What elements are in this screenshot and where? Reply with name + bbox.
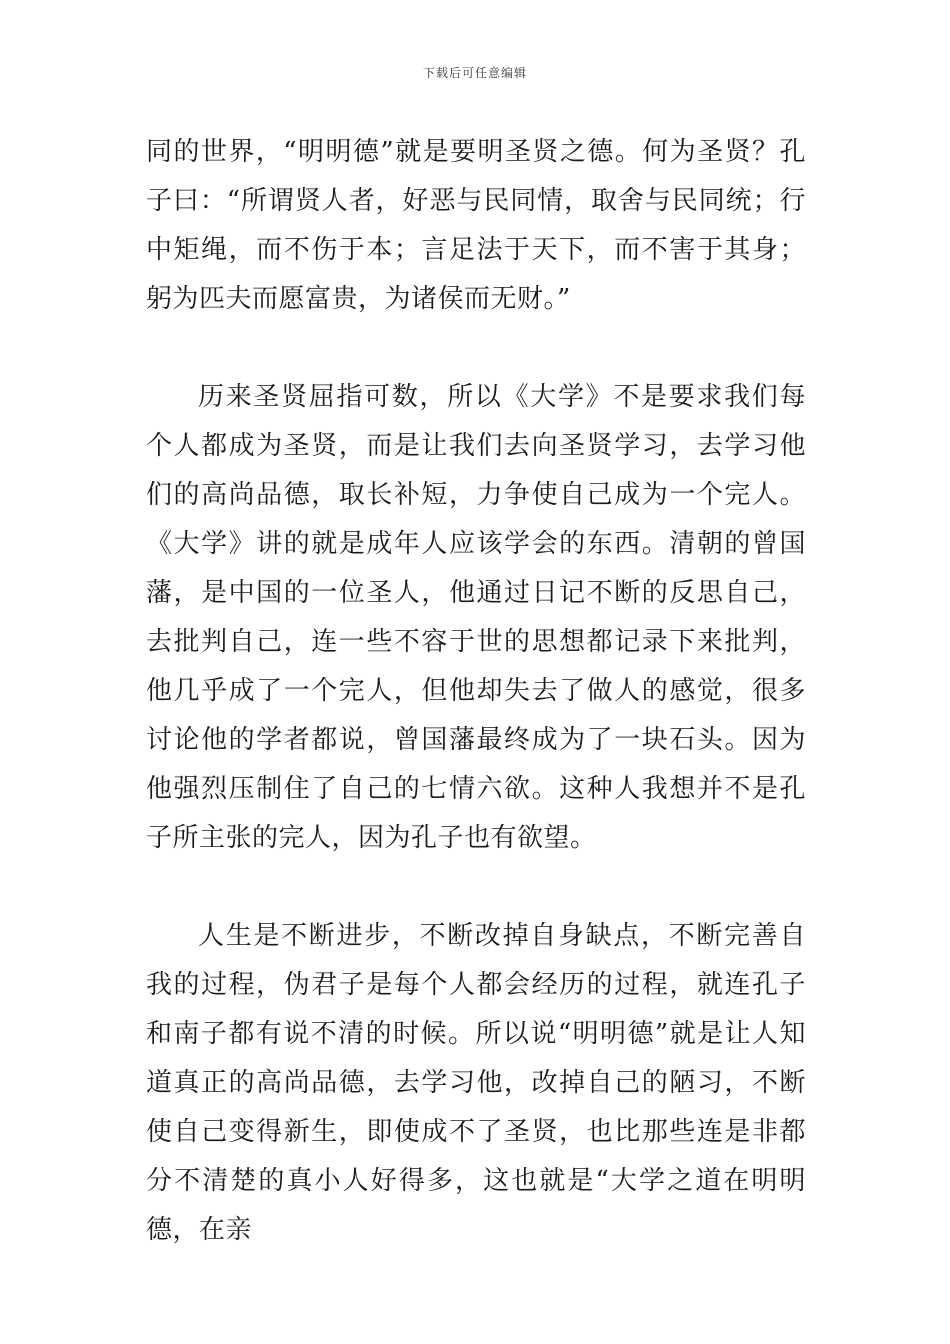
paragraph-3: 人生是不断进步，不断改掉自身缺点，不断完善自我的过程，伪君子是每个人都会经历的过程，就连孔子和南子都有说不清的时候。所以说“明明德”就是让人知道真正的高尚品德，去学习他，改掉自己的陋习，不断使自己变得新生，即使成不了圣贤，也比那些连是非都分不清楚的真小人好得多，这也就是“大学之道在明明德，在亲 (146, 921, 806, 1245)
document-body (146, 128, 806, 1255)
paragraph-2: 历来圣贤屈指可数，所以《大学》不是要求我们每个人都成为圣贤，而是让我们去向圣贤学习，去学习他们的高尚品德，取长补短，力争使自己成为一个完人。《大学》讲的就是成年人应该学会的东西。清朝的曾国藩，是中国的一位圣人，他通过日记不断的反思自己，去批判自己，连一些不容于世的思想都记录下来批判，他几乎成了一个完人，但他却失去了做人的感觉，很多讨论他的学者都说，曾国藩最终成为了一块石头。因为他强烈压制住了自己的七情六欲。这种人我想并不是孔子所主张的完人，因为孔子也有欲望。 (146, 382, 806, 853)
page-header: 下载后可任意编辑 (422, 66, 527, 80)
paragraph-1: 同的世界，“明明德”就是要明圣贤之德。何为圣贤？孔子曰：“所谓贤人者，好恶与民同情，取舍与民同统；行中矩绳，而不伤于本；言足法于天下，而不害于其身；躬为匹夫而愿富贵，为诸侯而无财。” (146, 137, 806, 314)
